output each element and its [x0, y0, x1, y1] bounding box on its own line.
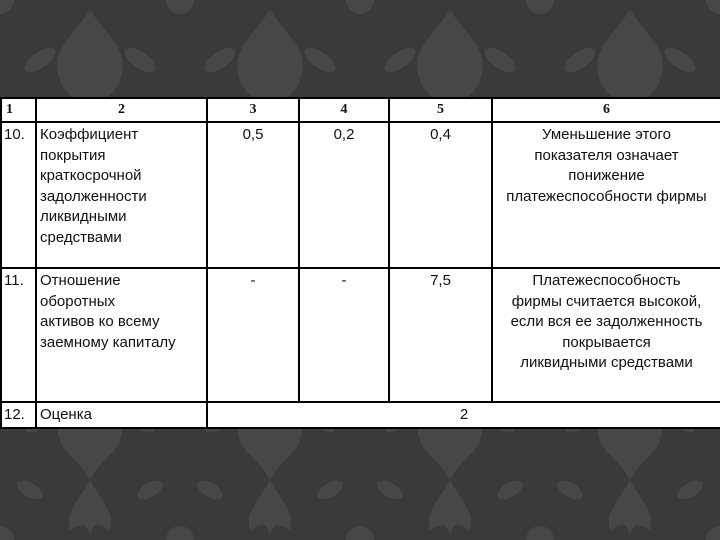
value-cell: 0,5: [207, 122, 299, 268]
header-cell: 2: [36, 98, 207, 122]
header-row: [1, 98, 720, 122]
indicator-name: [36, 122, 207, 268]
row-number: 10.: [1, 122, 36, 268]
note-text: Уменьшение этого показателя означает понижение платежеспособности фирмы: [506, 126, 707, 205]
value-cell: -: [207, 268, 299, 402]
indicator-name-text: Коэффициент покрытия краткосрочной задолженности ликвидными средствами: [40, 126, 147, 246]
note-cell: [492, 268, 720, 402]
value-cell: 0,2: [299, 122, 389, 268]
table-row: [1, 122, 720, 268]
header-cell: 1: [1, 98, 36, 122]
note-text: Платежеспособность фирмы считается высокой, если вся ее задолженность покрывается ликвидными средствами: [510, 272, 703, 371]
header-cell: 4: [299, 98, 389, 122]
row-number: 11.: [1, 268, 36, 402]
value-cell: 7,5: [389, 268, 492, 402]
indicator-name: Оценка: [36, 402, 207, 428]
header-cell: 6: [492, 98, 720, 122]
table-row: [1, 268, 720, 402]
indicator-name: [36, 268, 207, 402]
indicator-name-text: Отношение оборотных активов ко всему заемному капиталу: [40, 272, 176, 351]
note-cell: [492, 122, 720, 268]
value-cell: -: [299, 268, 389, 402]
score-cell: 2: [207, 402, 720, 428]
header-cell: 3: [207, 98, 299, 122]
row-number: 12.: [1, 402, 36, 428]
indicator-table: [0, 97, 720, 429]
header-cell: 5: [389, 98, 492, 122]
value-cell: 0,4: [389, 122, 492, 268]
table-row: [1, 402, 720, 428]
